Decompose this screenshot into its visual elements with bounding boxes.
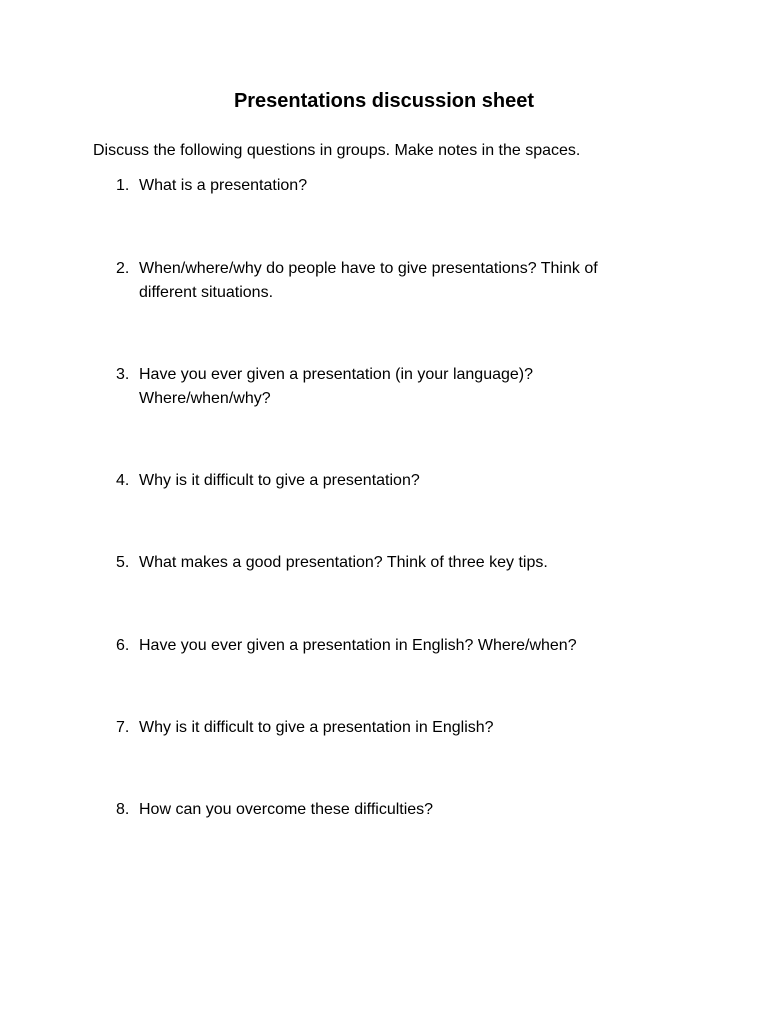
question-text: How can you overcome these difficulties? <box>139 801 434 818</box>
page-title: Presentations discussion sheet <box>233 90 535 112</box>
question-item <box>116 551 656 575</box>
instructions-text: Discuss the following questions in groups. Make notes in the spaces. <box>93 142 581 159</box>
question-number: 2. <box>116 260 130 277</box>
question-text: Why is it difficult to give a presentation? <box>139 472 420 489</box>
question-item <box>116 634 656 658</box>
question-number: 4. <box>116 472 130 489</box>
question-text: What makes a good presentation? Think of three key tips. <box>139 554 548 571</box>
question-item <box>116 716 656 740</box>
question-number: 5. <box>116 554 130 571</box>
question-item <box>116 798 656 822</box>
question-item <box>116 174 656 198</box>
question-text: Have you ever given a presentation in English? Where/when? <box>139 637 577 654</box>
question-number: 3. <box>116 366 130 383</box>
question-number: 1. <box>116 177 130 194</box>
question-number: 7. <box>116 719 130 736</box>
question-text: Why is it difficult to give a presentation in English? <box>139 719 494 736</box>
question-number: 6. <box>116 637 130 654</box>
question-text: Have you ever given a presentation (in your language)? Where/when/why? <box>139 366 534 407</box>
question-text: What is a presentation? <box>139 177 308 194</box>
question-item <box>116 363 656 411</box>
question-item <box>116 469 656 493</box>
question-item <box>116 257 656 305</box>
question-text: When/where/why do people have to give presentations? Think of different situations. <box>139 260 598 301</box>
question-number: 8. <box>116 801 130 818</box>
